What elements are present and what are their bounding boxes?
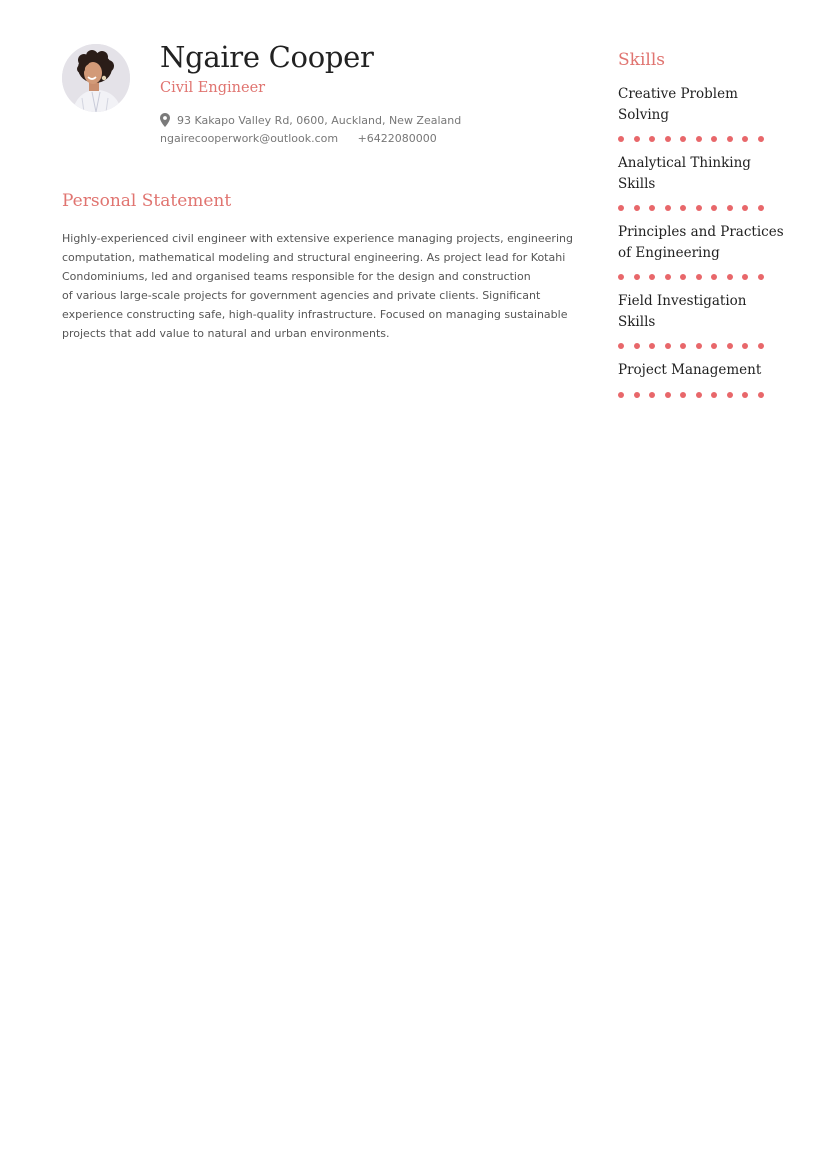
skill-rating xyxy=(618,136,768,142)
statement-line: projects that add value to natural and urban environments. xyxy=(62,327,390,340)
skill-rating xyxy=(618,274,768,280)
skills-section xyxy=(618,50,784,409)
skill-name-line: Skills xyxy=(618,175,656,192)
skill-name xyxy=(618,222,784,263)
rating-dot-icon xyxy=(696,343,702,349)
rating-dot-icon xyxy=(649,274,655,280)
skill-item xyxy=(618,222,784,280)
rating-dot-icon xyxy=(742,274,748,280)
skill-name-line: Skills xyxy=(618,313,656,330)
rating-dot-icon xyxy=(618,205,624,211)
skill-item xyxy=(618,153,768,211)
rating-dot-icon xyxy=(711,343,717,349)
rating-dot-icon xyxy=(711,136,717,142)
rating-dot-icon xyxy=(758,205,764,211)
rating-dot-icon xyxy=(711,392,717,398)
rating-dot-icon xyxy=(665,343,671,349)
skill-item xyxy=(618,360,768,398)
rating-dot-icon xyxy=(634,392,640,398)
job-title: Civil Engineer xyxy=(160,80,266,96)
skill-name-line: Project Management xyxy=(618,362,762,378)
rating-dot-icon xyxy=(742,343,748,349)
skill-name xyxy=(618,360,768,381)
rating-dot-icon xyxy=(665,392,671,398)
statement-line: computation, mathematical modeling and structural engineering. As project lead for Kotahi xyxy=(62,251,566,264)
rating-dot-icon xyxy=(680,274,686,280)
skill-name xyxy=(618,153,768,194)
rating-dot-icon xyxy=(727,343,733,349)
avatar xyxy=(62,44,130,112)
skill-rating xyxy=(618,343,768,349)
contact-details xyxy=(160,132,437,145)
skill-name-line: Creative Problem xyxy=(618,86,738,102)
phone-number[interactable]: +6422080000 xyxy=(357,132,437,145)
rating-dot-icon xyxy=(696,274,702,280)
rating-dot-icon xyxy=(680,392,686,398)
rating-dot-icon xyxy=(758,343,764,349)
rating-dot-icon xyxy=(680,205,686,211)
profile-photo-icon xyxy=(62,44,130,112)
statement-line: experience constructing safe, high-quality infrastructure. Focused on managing sustainable xyxy=(62,308,568,321)
statement-line: Highly-experienced civil engineer with extensive experience managing projects, engineering xyxy=(62,232,573,245)
rating-dot-icon xyxy=(665,274,671,280)
address-text: 93 Kakapo Valley Rd, 0600, Auckland, New Zealand xyxy=(177,113,462,127)
statement-line: of various large-scale projects for government agencies and private clients. Significant xyxy=(62,289,541,302)
rating-dot-icon xyxy=(742,205,748,211)
rating-dot-icon xyxy=(727,136,733,142)
rating-dot-icon xyxy=(665,136,671,142)
skill-name-line: of Engineering xyxy=(618,244,720,261)
skill-item xyxy=(618,291,768,349)
rating-dot-icon xyxy=(618,136,624,142)
rating-dot-icon xyxy=(696,392,702,398)
skill-rating xyxy=(618,205,768,211)
skill-name-line: Principles and Practices xyxy=(618,224,784,240)
rating-dot-icon xyxy=(696,136,702,142)
statement-line: Condominiums, led and organised teams responsible for the design and construction xyxy=(62,270,531,283)
rating-dot-icon xyxy=(649,205,655,211)
rating-dot-icon xyxy=(696,205,702,211)
email-link[interactable]: ngairecooperwork@outlook.com xyxy=(160,132,339,145)
rating-dot-icon xyxy=(680,136,686,142)
rating-dot-icon xyxy=(711,205,717,211)
rating-dot-icon xyxy=(649,343,655,349)
skill-item xyxy=(618,84,768,142)
rating-dot-icon xyxy=(742,136,748,142)
skills-heading: Skills xyxy=(618,50,665,70)
personal-statement-body xyxy=(62,229,573,343)
skill-name-line: Solving xyxy=(618,106,669,123)
skill-rating xyxy=(618,392,768,398)
candidate-name: Ngaire Cooper xyxy=(160,40,374,74)
rating-dot-icon xyxy=(665,205,671,211)
rating-dot-icon xyxy=(727,205,733,211)
rating-dot-icon xyxy=(618,274,624,280)
skill-name xyxy=(618,291,768,332)
rating-dot-icon xyxy=(649,392,655,398)
rating-dot-icon xyxy=(649,136,655,142)
skill-name-line: Analytical Thinking xyxy=(618,155,751,171)
map-pin-icon xyxy=(160,113,170,127)
rating-dot-icon xyxy=(634,343,640,349)
skill-name xyxy=(618,84,768,125)
rating-dot-icon xyxy=(727,274,733,280)
rating-dot-icon xyxy=(634,136,640,142)
skill-name-line: Field Investigation xyxy=(618,293,747,309)
rating-dot-icon xyxy=(758,392,764,398)
rating-dot-icon xyxy=(727,392,733,398)
rating-dot-icon xyxy=(634,274,640,280)
rating-dot-icon xyxy=(618,343,624,349)
rating-dot-icon xyxy=(634,205,640,211)
rating-dot-icon xyxy=(680,343,686,349)
rating-dot-icon xyxy=(742,392,748,398)
rating-dot-icon xyxy=(758,136,764,142)
rating-dot-icon xyxy=(618,392,624,398)
rating-dot-icon xyxy=(711,274,717,280)
personal-statement-heading: Personal Statement xyxy=(62,191,232,211)
contact-address xyxy=(160,113,461,127)
rating-dot-icon xyxy=(758,274,764,280)
